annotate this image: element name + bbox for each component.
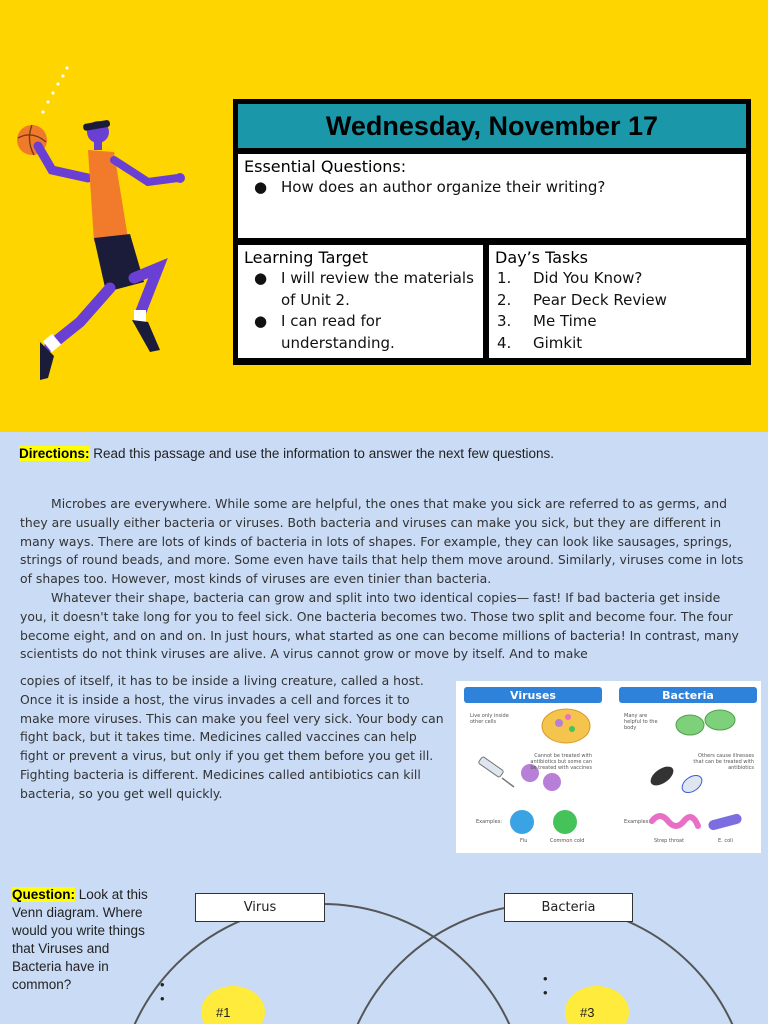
bacteria-examples-label: Examples: (624, 819, 650, 825)
list-item: 2. Pear Deck Review (497, 290, 667, 309)
passage-paragraph-1: Microbes are everywhere. While some are helpful, the ones that make you sick are referred to as germs, and they are usually either bacteria or viruses. Both bacteria and viruses can make you sick, but they are different in many ways. There are lots of kinds of bacteria in lots of shapes. For example, they can look like sausages, springs, strings of round beads, and more. Some even have tails that help them move around. Similarly, viruses come in lots of shapes too. However, most kinds of viruses are even tinier than bacteria. (20, 496, 744, 587)
list-item: ● How does an author organize their writing? (254, 178, 606, 196)
venn-circle-virus (116, 904, 528, 1024)
bacteria-note: Others cause illnesses that can be treated with antibiotics (693, 753, 754, 771)
virus-example: Flu (520, 838, 528, 844)
bacteria-note: Many are helpful to the body (624, 713, 658, 731)
directions-text: Read this passage and use the information to answer the next few questions. (89, 446, 555, 461)
list-item: ● I can read for understanding. (254, 312, 395, 352)
directions-label: Directions: (19, 446, 90, 461)
passage-paragraph-2: Whatever their shape, bacteria can grow and split into two identical copies— fast! If bad bacteria get inside you, it doesn't take long for you to feel sick. One bacteria becomes two. Those two split and become four. The four become eight, and on and on. In just hours, what started as one can become millions of bacteria! In contrast, many scientists do not think viruses are alive. A virus cannot grow or move by itself. And to make (20, 589, 739, 662)
question-text: Look at this Venn diagram. Where would you write things that Viruses and Bacteria have in common? (12, 887, 148, 992)
date-title: Wednesday, November 17 (325, 110, 659, 141)
list-item: ● I will review the materials of Unit 2. (254, 269, 474, 309)
marker-3-bubble (565, 986, 629, 1024)
passage-paragraph-3: copies of itself, it has to be inside a living creature, called a host. Once it is inside a host, the virus invades a cell and forces it to make more viruses. This can make you feel very sick. Your body can fight back, but it takes time. Medicines called vaccines can help fight or prevent a virus, but only if you get them before you get ill. Fighting bacteria is different. Medicines called antibiotics can kill bacteria, so you get well quickly. (20, 673, 444, 801)
learning-target-heading: Learning Target (244, 248, 369, 267)
virus-label: Virus (195, 893, 325, 922)
viruses-title: Viruses (464, 687, 602, 703)
essential-questions-heading: Essential Questions: (244, 157, 407, 176)
marker-1-bubble (201, 986, 265, 1024)
virus-example: Common cold (550, 838, 585, 844)
list-item: 1. Did You Know? (497, 269, 643, 287)
list-item: 4. Gimkit (497, 333, 583, 352)
virus-note: Live only inside other cells (470, 713, 509, 725)
bacteria-example: Strep throat (654, 838, 685, 844)
days-tasks-heading: Day’s Tasks (495, 248, 588, 267)
list-item: 3. Me Time (497, 312, 597, 330)
virus-note: Cannot be treated with antibiotics but some can be treated with vaccines (530, 753, 592, 771)
venn-circle-bacteria (339, 904, 751, 1024)
bacteria-label: Bacteria (504, 893, 633, 922)
virus-examples-label: Examples: (476, 819, 502, 825)
marker-3: #3 (580, 1005, 595, 1020)
bullet-dots-left: • • (160, 977, 165, 1006)
bacteria-title: Bacteria (619, 687, 757, 703)
marker-1: #1 (216, 1005, 231, 1020)
question-label: Question: (12, 887, 75, 902)
bacteria-example: E. coli (718, 838, 733, 844)
bullet-dots-right: • • (543, 971, 548, 1000)
